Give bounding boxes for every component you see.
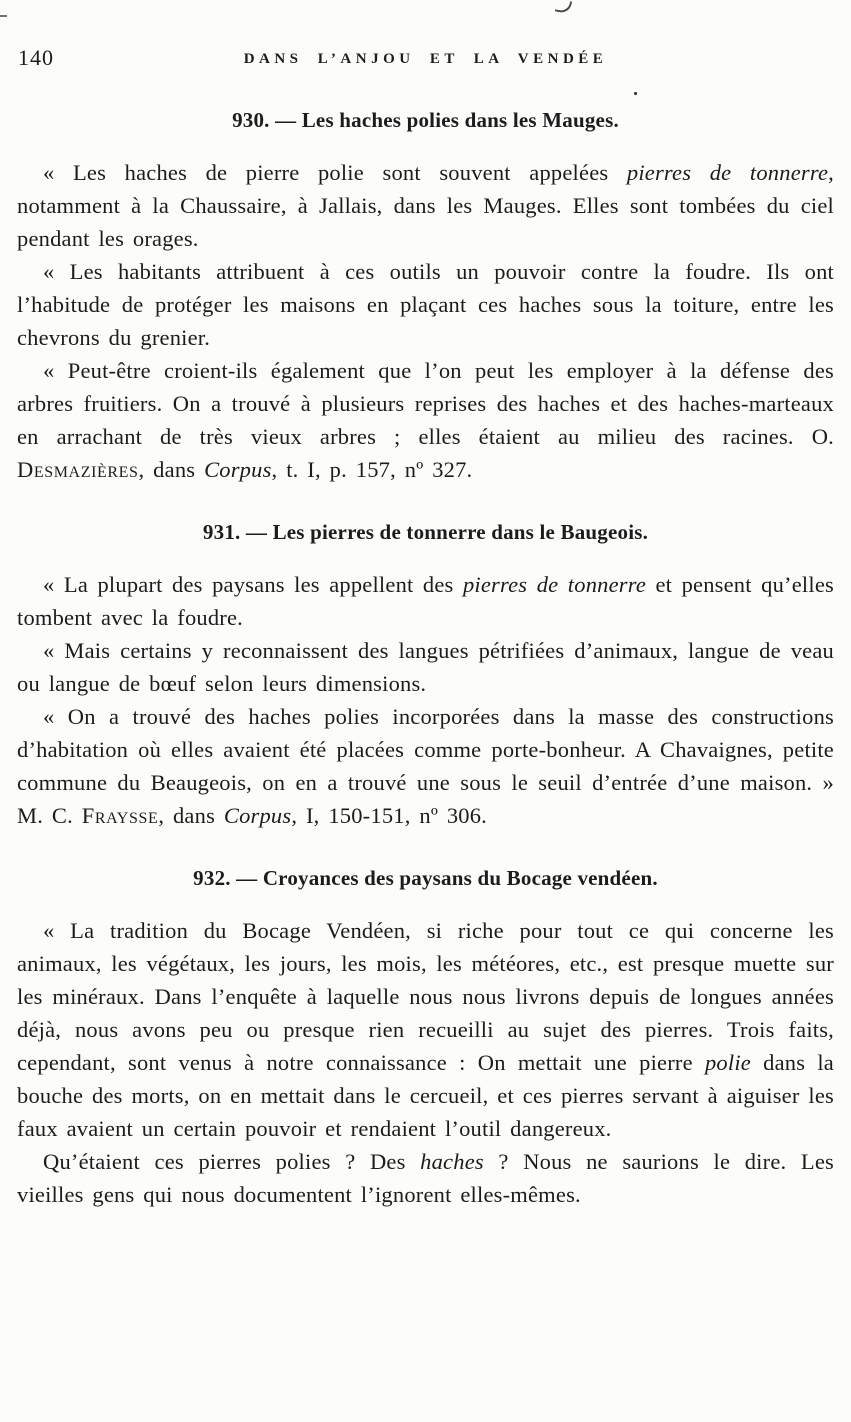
section-heading: 931. — Les pierres de tonnerre dans le Baugeois. [202, 520, 649, 544]
text-run: « Les haches de pierre polie sont souvent appelées [43, 160, 627, 185]
text-run: haches [420, 1149, 484, 1174]
text-run: dans la bouche des morts, on en mettait dans le cercueil, et ces pierres servant à aiguiser les faux avaient un certain pouvoir et rendaient l’outil dangereux. [17, 1050, 834, 1141]
paragraph [17, 634, 834, 700]
scan-artifact [0, 15, 7, 17]
text-run: « On a trouvé des haches polies incorporées dans la masse des constructions d’habitation où elles avaient été placées comme porte-bonheur. A Chavaignes, petite commune du Beaugeois, on en a trouvé une sous le seuil d’entrée d’une maison. » M. C. [17, 704, 834, 828]
paragraph [17, 568, 834, 634]
section-930 [17, 108, 834, 486]
scan-artifact [555, 0, 572, 14]
paragraph [17, 1145, 834, 1211]
text-run: « Mais certains y reconnaissent des langues pétrifiées d’animaux, langue de veau ou langue de bœuf selon leurs dimensions. [17, 638, 834, 696]
text-run: polie [704, 1050, 751, 1075]
text-run: « La plupart des paysans les appellent des [43, 572, 463, 597]
text-run: Desmazières [17, 457, 139, 482]
section-932 [17, 866, 834, 1211]
paragraph [17, 700, 834, 832]
text-run: « La tradition du Bocage Vendéen, si riche pour tout ce qui concerne les animaux, les végétaux, les jours, les mois, les météores, etc., est presque muette sur les minéraux. Dans l’enquête à laquelle nous nous livrons depuis de longues années déjà, nous avons peu ou presque rien recueilli au sujet des pierres. Trois faits, cependant, sont venus à notre connaissance : On mettait une pierre [17, 918, 834, 1075]
text-run: Corpus [223, 803, 292, 828]
paragraph [17, 914, 834, 1145]
text-run: , t. I, p. 157, nº 327. [271, 457, 473, 482]
text-run: , dans [158, 803, 224, 828]
text-run: , notamment à la Chaussaire, à Jallais, dans les Mauges. Elles sont tombées du ciel pendant les orages. [17, 160, 834, 251]
page-header [17, 44, 834, 74]
section-931 [17, 520, 834, 832]
text-run: pierres de tonnerre [462, 572, 647, 597]
text-run: , dans [138, 457, 205, 482]
text-run: Qu’étaient ces pierres polies ? Des [43, 1149, 421, 1174]
scan-artifact [634, 92, 637, 95]
text-run: ? Nous ne saurions le dire. Les vieilles gens qui nous documentent l’ignorent elles-mêmes. [17, 1149, 835, 1207]
paragraph [17, 255, 834, 354]
text-run: « Peut-être croient-ils également que l’on peut les employer à la défense des arbres fruitiers. On a trouvé à plusieurs reprises des haches et des haches-marteaux en arrachant de très vieux arbres ; elles étaient au milieu des racines. O. [17, 358, 834, 449]
text-run: Fraysse [81, 803, 159, 828]
text-run: « Les habitants attribuent à ces outils un pouvoir contre la foudre. Ils ont l’habitude de protéger les maisons en plaçant ces haches sous la toiture, entre les chevrons du grenier. [17, 259, 834, 350]
text-run: Corpus [204, 457, 272, 482]
running-title: DANS L’ANJOU ET LA VENDÉE [243, 51, 608, 67]
paragraph [17, 156, 834, 255]
page-number: 140 [18, 45, 54, 70]
paragraph [17, 354, 834, 486]
text-run: pierres de tonnerre [626, 160, 829, 185]
text-run: , I, 150-151, nº 306. [291, 803, 488, 828]
text-run: et pensent qu’elles tombent avec la foudre. [17, 572, 834, 630]
section-heading: 930. — Les haches polies dans les Mauges. [232, 108, 619, 132]
section-heading: 932. — Croyances des paysans du Bocage vendéen. [193, 866, 658, 890]
